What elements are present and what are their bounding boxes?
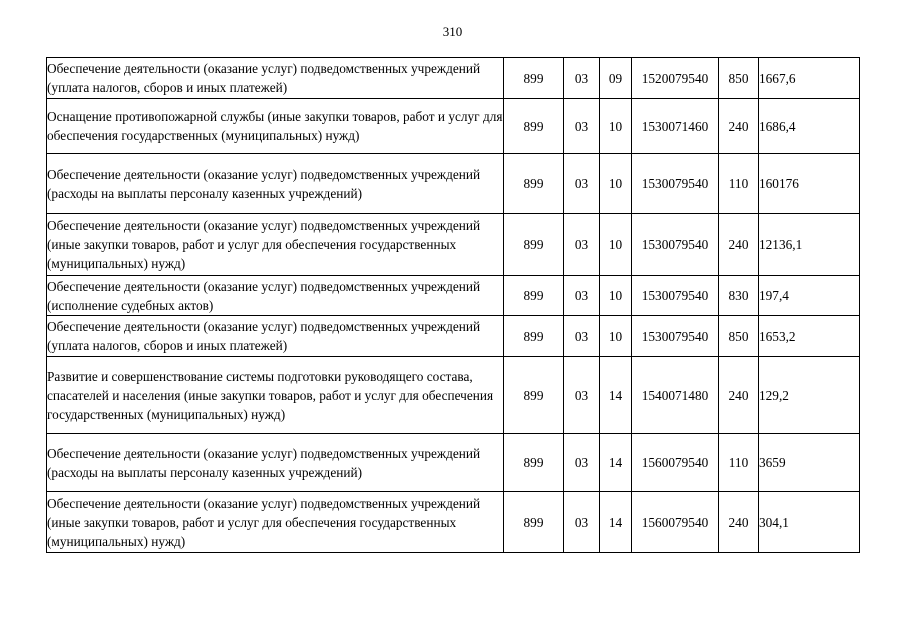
expense-type-code: 850 (719, 58, 759, 99)
amount: 160176 (759, 154, 860, 214)
table-row (47, 99, 860, 154)
subsection-code: 14 (600, 492, 632, 553)
ministry-code: 899 (504, 316, 564, 357)
amount: 129,2 (759, 357, 860, 434)
table-row (47, 154, 860, 214)
row-description: Обеспечение деятельности (оказание услуг) подведомственных учреждений (иные закупки товаров, работ и услуг для обеспечения государственных (муниципальных) нужд) (47, 492, 504, 553)
ministry-code: 899 (504, 58, 564, 99)
row-description: Развитие и совершенствование системы подготовки руководящего состава, спасателей и населения (иные закупки товаров, работ и услуг для обеспечения государственных (муниципальных) нужд) (47, 357, 504, 434)
expense-type-code: 830 (719, 276, 759, 316)
subsection-code: 10 (600, 316, 632, 357)
target-article-code: 1540071480 (632, 357, 719, 434)
target-article-code: 1530079540 (632, 214, 719, 276)
subsection-code: 10 (600, 154, 632, 214)
row-description: Обеспечение деятельности (оказание услуг) подведомственных учреждений (расходы на выплаты персоналу казенных учреждений) (47, 434, 504, 492)
row-description: Оснащение противопожарной службы (иные закупки товаров, работ и услуг для обеспечения государственных (муниципальных) нужд) (47, 99, 504, 154)
section-code: 03 (564, 99, 600, 154)
target-article-code: 1560079540 (632, 434, 719, 492)
amount: 1653,2 (759, 316, 860, 357)
expense-type-code: 240 (719, 357, 759, 434)
expense-type-code: 240 (719, 99, 759, 154)
ministry-code: 899 (504, 99, 564, 154)
row-description: Обеспечение деятельности (оказание услуг) подведомственных учреждений (уплата налогов, сборов и иных платежей) (47, 58, 504, 99)
expense-type-code: 240 (719, 492, 759, 553)
table-row (47, 434, 860, 492)
row-description: Обеспечение деятельности (оказание услуг) подведомственных учреждений (расходы на выплаты персоналу казенных учреждений) (47, 154, 504, 214)
ministry-code: 899 (504, 276, 564, 316)
budget-table (46, 57, 860, 553)
amount: 3659 (759, 434, 860, 492)
target-article-code: 1520079540 (632, 58, 719, 99)
ministry-code: 899 (504, 434, 564, 492)
subsection-code: 10 (600, 99, 632, 154)
row-description: Обеспечение деятельности (оказание услуг) подведомственных учреждений (уплата налогов, сборов и иных платежей) (47, 316, 504, 357)
table-row (47, 214, 860, 276)
target-article-code: 1530071460 (632, 99, 719, 154)
table-row (47, 316, 860, 357)
ministry-code: 899 (504, 214, 564, 276)
amount: 1667,6 (759, 58, 860, 99)
section-code: 03 (564, 214, 600, 276)
expense-type-code: 110 (719, 434, 759, 492)
table-row (47, 58, 860, 99)
amount: 1686,4 (759, 99, 860, 154)
subsection-code: 10 (600, 276, 632, 316)
target-article-code: 1530079540 (632, 316, 719, 357)
row-description: Обеспечение деятельности (оказание услуг) подведомственных учреждений (иные закупки товаров, работ и услуг для обеспечения государственных (муниципальных) нужд) (47, 214, 504, 276)
ministry-code: 899 (504, 492, 564, 553)
amount: 304,1 (759, 492, 860, 553)
ministry-code: 899 (504, 154, 564, 214)
target-article-code: 1530079540 (632, 154, 719, 214)
section-code: 03 (564, 316, 600, 357)
expense-type-code: 240 (719, 214, 759, 276)
expense-type-code: 850 (719, 316, 759, 357)
page-number: 310 (442, 24, 463, 39)
amount: 197,4 (759, 276, 860, 316)
section-code: 03 (564, 492, 600, 553)
amount: 12136,1 (759, 214, 860, 276)
section-code: 03 (564, 154, 600, 214)
section-code: 03 (564, 276, 600, 316)
section-code: 03 (564, 58, 600, 99)
target-article-code: 1530079540 (632, 276, 719, 316)
subsection-code: 14 (600, 357, 632, 434)
ministry-code: 899 (504, 357, 564, 434)
section-code: 03 (564, 434, 600, 492)
subsection-code: 10 (600, 214, 632, 276)
subsection-code: 09 (600, 58, 632, 99)
expense-type-code: 110 (719, 154, 759, 214)
table-row (47, 357, 860, 434)
row-description: Обеспечение деятельности (оказание услуг) подведомственных учреждений (исполнение судебных актов) (47, 276, 504, 316)
subsection-code: 14 (600, 434, 632, 492)
target-article-code: 1560079540 (632, 492, 719, 553)
table-row (47, 492, 860, 553)
section-code: 03 (564, 357, 600, 434)
table-row (47, 276, 860, 316)
